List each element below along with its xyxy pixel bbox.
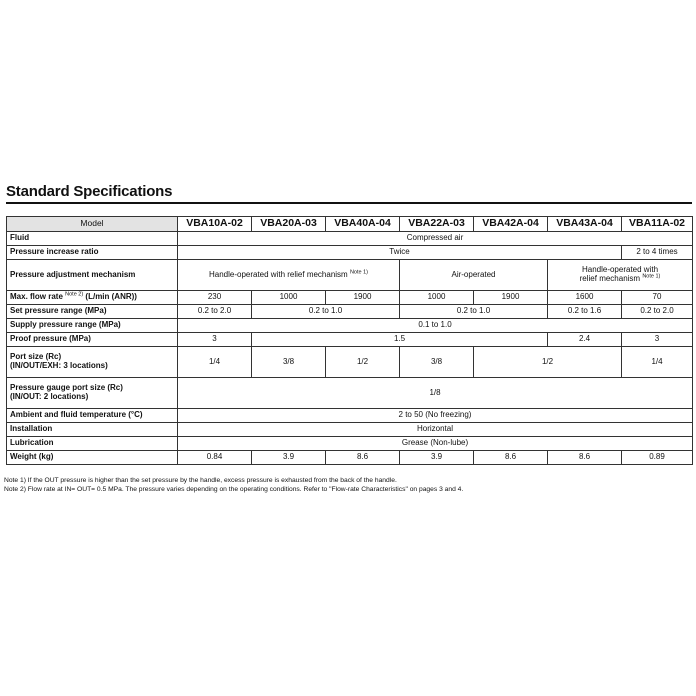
- page-title: Standard Specifications: [6, 183, 173, 200]
- cell: 3.9: [400, 451, 474, 465]
- note-ref: Note 1): [349, 268, 368, 275]
- cell: 2 to 50 (No freezing): [178, 409, 693, 423]
- cell: 0.84: [178, 451, 252, 465]
- row-label: [7, 291, 178, 305]
- model-header: Model: [7, 217, 178, 232]
- cell: 1.5: [252, 333, 548, 347]
- table-row: [7, 423, 693, 437]
- cell: 1900: [326, 291, 400, 305]
- row-label-text: Max. flow rate: [10, 292, 63, 302]
- row-label-text: Port size (Rc): [10, 352, 62, 362]
- title-underline: [6, 202, 692, 204]
- row-label: Supply pressure range (MPa): [7, 319, 178, 333]
- table-row: [7, 260, 693, 291]
- table-row: [7, 246, 693, 260]
- model-name: VBA10A-02: [178, 217, 252, 232]
- cell: 0.2 to 2.0: [178, 305, 252, 319]
- table-row: [7, 451, 693, 465]
- cell: 3: [622, 333, 693, 347]
- cell: 1/8: [178, 378, 693, 409]
- spec-table: [6, 216, 693, 465]
- cell: 3: [178, 333, 252, 347]
- footnote-1: Note 1) If the OUT pressure is higher than the set pressure by the handle, excess pressure is exhausted from the back of the handle.: [4, 477, 397, 484]
- row-label-text: (IN/OUT: 2 locations): [10, 392, 89, 401]
- row-label: Installation: [7, 423, 178, 437]
- cell: 230: [178, 291, 252, 305]
- row-label-unit: (L/min (ANR)): [85, 292, 137, 302]
- cell: Compressed air: [178, 232, 693, 246]
- cell: 70: [622, 291, 693, 305]
- table-row: [7, 291, 693, 305]
- cell: 8.6: [326, 451, 400, 465]
- cell-text: Handle-operated with: [581, 265, 659, 275]
- table-row: [7, 378, 693, 409]
- cell: 3.9: [252, 451, 326, 465]
- cell: 8.6: [474, 451, 548, 465]
- cell: 1900: [474, 291, 548, 305]
- table-row: [7, 409, 693, 423]
- cell: Horizontal: [178, 423, 693, 437]
- model-name: VBA40A-04: [326, 217, 400, 232]
- cell: 0.1 to 1.0: [178, 319, 693, 333]
- cell-text: Handle-operated with relief mechanism: [208, 269, 348, 279]
- cell: 1/4: [178, 347, 252, 378]
- row-label: Ambient and fluid temperature (°C): [7, 409, 178, 423]
- row-label-text: (IN/OUT/EXH: 3 locations): [10, 361, 108, 370]
- cell-text: relief mechanism: [579, 274, 641, 283]
- row-label: Pressure increase ratio: [7, 246, 178, 260]
- cell: 3/8: [400, 347, 474, 378]
- table-row: [7, 437, 693, 451]
- model-name: VBA20A-03: [252, 217, 326, 232]
- row-label: Lubrication: [7, 437, 178, 451]
- header-row: [7, 217, 693, 232]
- note-ref: Note 2): [65, 291, 84, 298]
- note-ref: Note 1): [642, 273, 661, 280]
- row-label: Pressure adjustment mechanism: [7, 260, 178, 291]
- cell: Air-operated: [400, 260, 548, 291]
- cell: 1600: [548, 291, 622, 305]
- row-label: Set pressure range (MPa): [7, 305, 178, 319]
- row-label-text: Pressure gauge port size (Rc): [10, 383, 123, 393]
- row-label: [7, 347, 178, 378]
- cell: 1/2: [326, 347, 400, 378]
- cell: 0.2 to 1.6: [548, 305, 622, 319]
- cell: 0.2 to 2.0: [622, 305, 693, 319]
- model-name: VBA42A-04: [474, 217, 548, 232]
- table-row: [7, 333, 693, 347]
- model-name: VBA11A-02: [622, 217, 693, 232]
- cell: [548, 260, 693, 291]
- cell: 1000: [400, 291, 474, 305]
- cell: 1/2: [474, 347, 622, 378]
- row-label: Weight (kg): [7, 451, 178, 465]
- cell: 1000: [252, 291, 326, 305]
- cell: 0.89: [622, 451, 693, 465]
- table-row: [7, 319, 693, 333]
- cell: [178, 260, 400, 291]
- table-row: [7, 305, 693, 319]
- cell: Twice: [178, 246, 622, 260]
- row-label: Fluid: [7, 232, 178, 246]
- footnote-2: Note 2) Flow rate at IN= OUT= 0.5 MPa. The pressure varies depending on the operating conditions. Refer to "Flow-rate Characteristics" on pages 3 and 4.: [4, 486, 464, 493]
- cell: 0.2 to 1.0: [400, 305, 548, 319]
- cell: 2.4: [548, 333, 622, 347]
- row-label: Proof pressure (MPa): [7, 333, 178, 347]
- model-name: VBA43A-04: [548, 217, 622, 232]
- model-name: VBA22A-03: [400, 217, 474, 232]
- cell: 2 to 4 times: [622, 246, 693, 260]
- cell: Grease (Non-lube): [178, 437, 693, 451]
- table-row: [7, 347, 693, 378]
- table-row: [7, 232, 693, 246]
- cell: 8.6: [548, 451, 622, 465]
- cell: 3/8: [252, 347, 326, 378]
- row-label: [7, 378, 178, 409]
- cell: 0.2 to 1.0: [252, 305, 400, 319]
- cell: 1/4: [622, 347, 693, 378]
